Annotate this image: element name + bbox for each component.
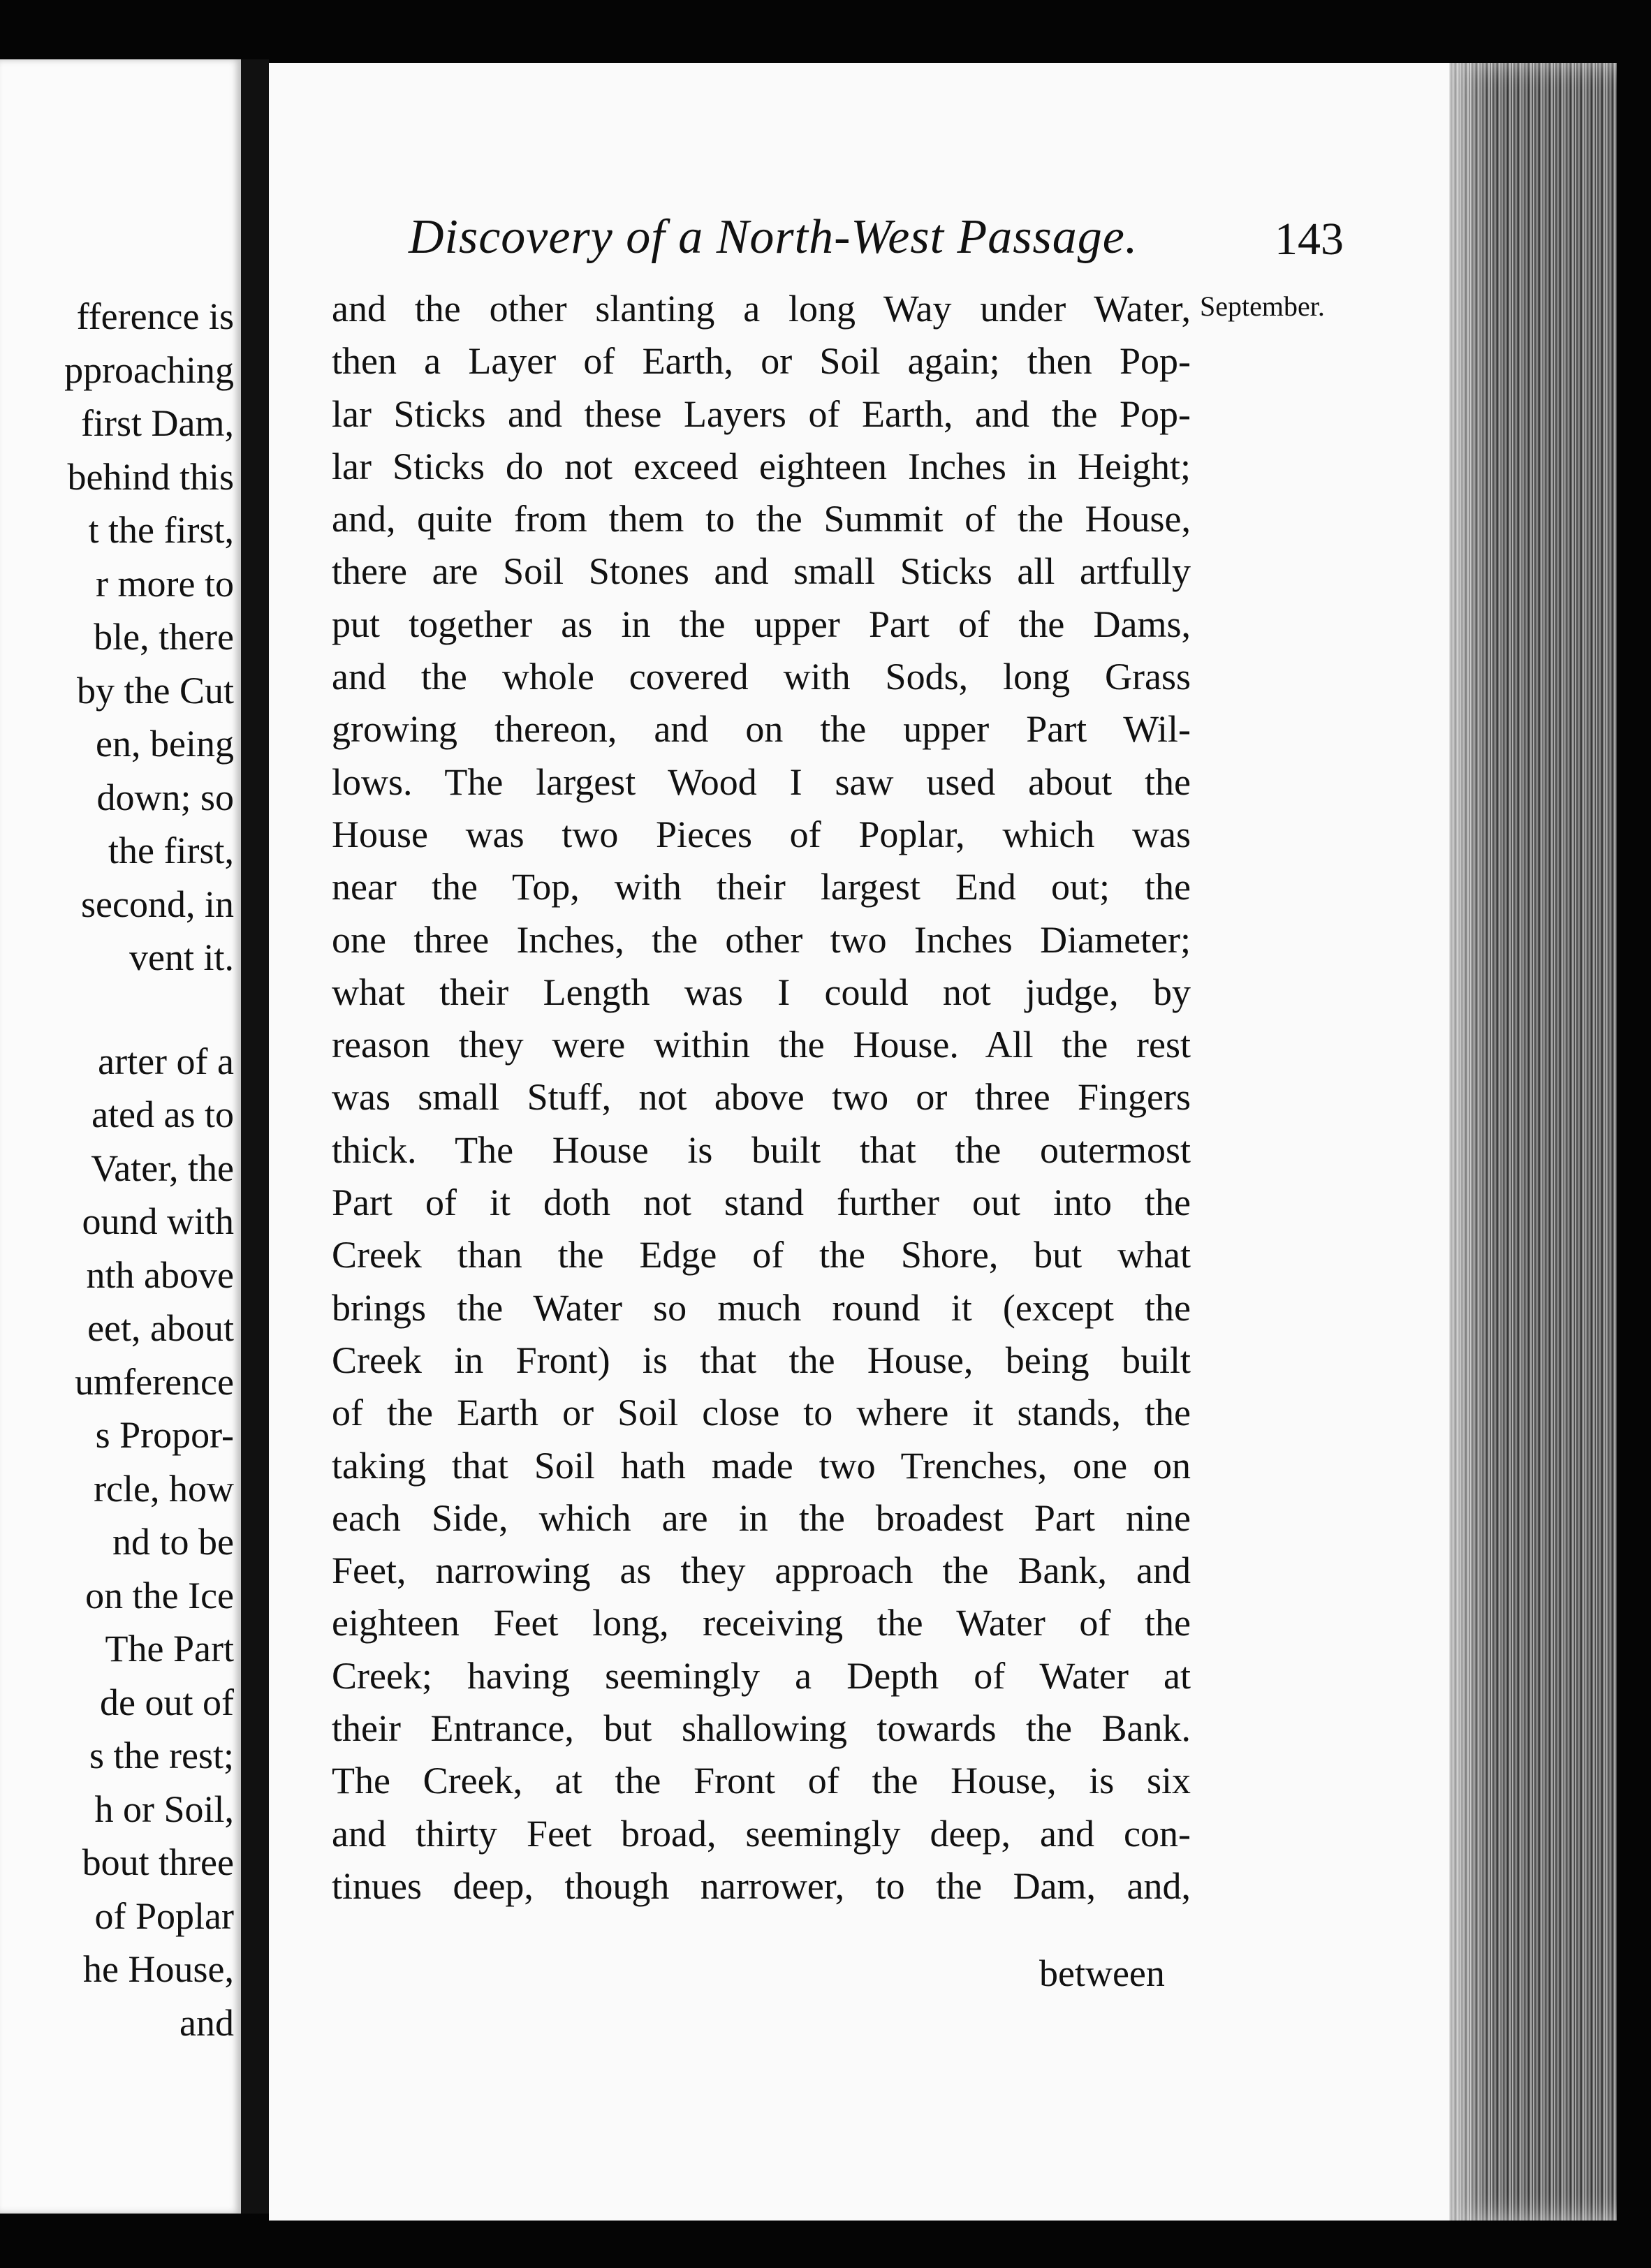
page-number: 143 <box>1275 214 1344 265</box>
left-text-line: ble, there <box>94 616 234 658</box>
body-text-line: taking that Soil hath made two Trenches, one on <box>332 1444 1191 1487</box>
left-text-line: ated as to <box>91 1094 234 1135</box>
body-text-line: Feet, narrowing as they approach the Bank, and <box>332 1549 1191 1592</box>
body-text-line: lar Sticks and these Layers of Earth, and the Pop- <box>332 392 1191 435</box>
left-page <box>0 59 241 2214</box>
body-text-line: thick. The House is built that the outermost <box>332 1128 1191 1171</box>
left-text-line: bout three <box>82 1841 234 1883</box>
left-text-line: nth above <box>86 1253 234 1296</box>
body-text-line: each Side, which are in the broadest Part nine <box>332 1496 1191 1539</box>
left-text-line: arter of a <box>98 1040 234 1082</box>
body-text-line: brings the Water so much round it (except the <box>332 1286 1191 1329</box>
body-text-line: tinues deep, though narrower, to the Dam, and, <box>332 1864 1191 1907</box>
left-text-line: r more to <box>96 562 234 605</box>
body-text-line: one three Inches, the other two Inches Diameter; <box>332 918 1191 961</box>
catchword: between <box>1039 1952 1165 1994</box>
running-head: Discovery of a North-West Passage. <box>409 210 1138 264</box>
body-text-line: reason they were within the House. All the rest <box>332 1024 1191 1066</box>
body-text-line: and the whole covered with Sods, long Grass <box>332 656 1191 698</box>
body-text-line: eighteen Feet long, receiving the Water of the <box>332 1602 1191 1644</box>
left-text-line: the first, <box>108 830 234 871</box>
body-text-line: Creek than the Edge of the Shore, but what <box>332 1234 1191 1276</box>
body-text-line: their Entrance, but shallowing towards the Bank. <box>332 1707 1191 1750</box>
page-edges <box>1449 63 1617 2221</box>
body-text-line: then a Layer of Earth, or Soil again; then Pop- <box>332 340 1191 383</box>
left-text-line <box>64 985 234 1035</box>
left-text-line: en, being <box>96 723 234 765</box>
body-text-line: lar Sticks do not exceed eighteen Inches in Height; <box>332 445 1191 487</box>
left-text-line: pproaching <box>64 348 234 391</box>
left-text-line: he House, <box>83 1948 234 1990</box>
body-text-line: of the Earth or Soil close to where it stands, the <box>332 1392 1191 1434</box>
body-text-line: there are Soil Stones and small Sticks all artfully <box>332 550 1191 593</box>
left-text-line: behind this <box>67 455 234 498</box>
body-text-line: what their Length was I could not judge, by <box>332 971 1191 1013</box>
book-gutter <box>241 59 269 2214</box>
left-text-line: on the Ice <box>85 1574 234 1617</box>
left-text-line: ound with <box>82 1200 234 1242</box>
body-text-line: lows. The largest Wood I saw used about the <box>332 760 1191 803</box>
left-text-line: of Poplar <box>94 1894 234 1937</box>
left-text-line: umference <box>75 1360 234 1403</box>
margin-note: September. <box>1200 290 1325 322</box>
body-text-line: put together as in the upper Part of the Dams, <box>332 603 1191 645</box>
left-text-line: by the Cut <box>77 669 234 712</box>
left-text-line: h or Soil, <box>94 1788 234 1830</box>
left-text-line: nd to be <box>112 1521 234 1563</box>
left-text-line: down; so <box>96 776 234 818</box>
left-text-line: vent it. <box>129 936 234 978</box>
body-text <box>332 283 1191 1913</box>
left-text-line: s Propor- <box>95 1414 234 1456</box>
left-text-line: first Dam, <box>81 402 234 444</box>
body-text-line: and, quite from them to the Summit of the House, <box>332 498 1191 540</box>
left-text-line: t the first, <box>88 509 234 551</box>
left-text-line: eet, about <box>87 1307 234 1349</box>
left-text-line: and <box>179 2001 234 2044</box>
left-text-line: fference is <box>76 295 234 337</box>
left-page-text <box>64 290 234 2049</box>
body-text-line: Creek in Front) is that the House, being built <box>332 1339 1191 1381</box>
left-text-line: rcle, how <box>94 1467 234 1510</box>
left-text-line: Vater, the <box>91 1147 234 1189</box>
body-text-line: and thirty Feet broad, seemingly deep, and con- <box>332 1812 1191 1855</box>
body-text-line: was small Stuff, not above two or three Fingers <box>332 1076 1191 1119</box>
left-text-line: de out of <box>100 1681 234 1723</box>
left-text-line: second, in <box>81 883 234 925</box>
body-text-line: Creek; having seemingly a Depth of Water at <box>332 1654 1191 1697</box>
body-text-line: The Creek, at the Front of the House, is six <box>332 1760 1191 1802</box>
body-text-line: House was two Pieces of Poplar, which was <box>332 813 1191 855</box>
body-text-line: growing thereon, and on the upper Part Wil- <box>332 708 1191 751</box>
left-text-line: The Part <box>105 1628 234 1670</box>
body-text-line: Part of it doth not stand further out into the <box>332 1181 1191 1224</box>
left-text-line: s the rest; <box>89 1735 234 1776</box>
body-text-line: near the Top, with their largest End out; the <box>332 866 1191 908</box>
body-text-line: and the other slanting a long Way under Water, <box>332 288 1191 330</box>
